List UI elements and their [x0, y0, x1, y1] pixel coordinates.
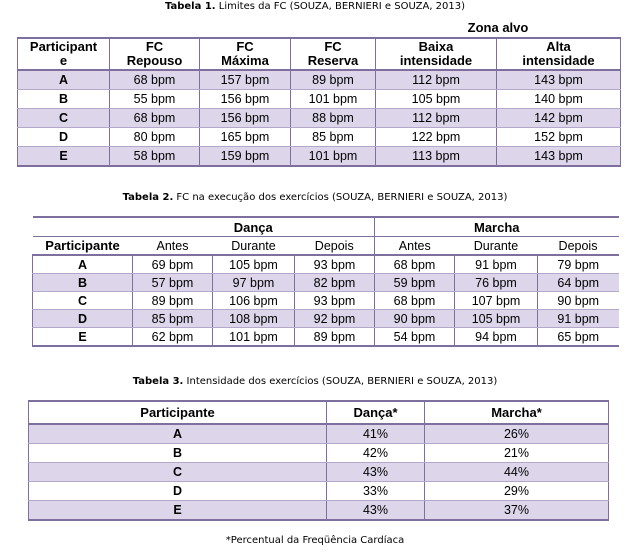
- table1-value-cell: 101 bpm: [291, 147, 376, 167]
- table2-value-cell: 59 bpm: [375, 274, 455, 292]
- table2-value-cell: 89 bpm: [295, 328, 375, 347]
- table3-col-danca: Dança*: [327, 401, 425, 424]
- table2-value-cell: 107 bpm: [455, 292, 538, 310]
- table3-row: [29, 444, 609, 463]
- table2-value-cell: 92 bpm: [295, 310, 375, 328]
- table2-value-cell: 90 bpm: [538, 292, 619, 310]
- table1-caption: [0, 1, 630, 12]
- table1-value-cell: 58 bpm: [110, 147, 200, 167]
- table2-value-cell: 97 bpm: [213, 274, 295, 292]
- table2-value-cell: 91 bpm: [538, 310, 619, 328]
- table1-value-cell: 156 bpm: [200, 109, 291, 128]
- table3-participant-cell: E: [29, 501, 327, 521]
- table2-value-cell: 64 bpm: [538, 274, 619, 292]
- table1-col-fc-reserva: FC Reserva: [291, 38, 376, 70]
- table2-value-cell: 90 bpm: [375, 310, 455, 328]
- table2-col-danca-durante: Durante: [213, 237, 295, 256]
- footnote: *Percentual da Freqüência Cardíaca: [225, 535, 405, 546]
- table1-value-cell: 157 bpm: [200, 70, 291, 90]
- table3-value-cell: 26%: [425, 424, 609, 444]
- table3-caption-text: Intensidade dos exercícios (SOUZA, BERNIERI e SOUZA, 2013): [183, 376, 498, 387]
- table3-row: [29, 482, 609, 501]
- table3-caption-label: Tabela 3.: [132, 376, 184, 387]
- table1-row: [18, 70, 621, 90]
- table1-row: [18, 147, 621, 167]
- table2-value-cell: 108 bpm: [213, 310, 295, 328]
- table3-header-row: [29, 401, 609, 424]
- table2-row: [33, 328, 619, 347]
- table3-value-cell: 21%: [425, 444, 609, 463]
- table2-caption-text: FC na execução dos exercícios (SOUZA, BERNIERI e SOUZA, 2013): [173, 192, 508, 203]
- table1-value-cell: 113 bpm: [376, 147, 497, 167]
- table3-value-cell: 41%: [327, 424, 425, 444]
- table2-value-cell: 65 bpm: [538, 328, 619, 347]
- table2: [32, 216, 619, 347]
- table2-value-cell: 54 bpm: [375, 328, 455, 347]
- table1-participant-cell: C: [18, 109, 110, 128]
- table2-row: [33, 310, 619, 328]
- table1-value-cell: 142 bpm: [497, 109, 621, 128]
- table1-value-cell: 88 bpm: [291, 109, 376, 128]
- table2-value-cell: 69 bpm: [133, 255, 213, 274]
- table1-value-cell: 80 bpm: [110, 128, 200, 147]
- table3-col-marcha: Marcha*: [425, 401, 609, 424]
- table2-value-cell: 91 bpm: [455, 255, 538, 274]
- table1-value-cell: 122 bpm: [376, 128, 497, 147]
- table1-value-cell: 140 bpm: [497, 90, 621, 109]
- table2-group-marcha: Marcha: [375, 217, 619, 237]
- table1-value-cell: 159 bpm: [200, 147, 291, 167]
- table2-participant-cell: A: [33, 255, 133, 274]
- table1-value-cell: 89 bpm: [291, 70, 376, 90]
- table1-zone-header: Zona alvo: [467, 20, 529, 35]
- table1-caption-label: Tabela 1.: [164, 1, 216, 12]
- table3-participant-cell: D: [29, 482, 327, 501]
- table1-col-baixa: Baixa intensidade: [376, 38, 497, 70]
- table2-col-danca-depois: Depois: [295, 237, 375, 256]
- table3-value-cell: 29%: [425, 482, 609, 501]
- table1-row: [18, 128, 621, 147]
- table3-value-cell: 43%: [327, 501, 425, 521]
- table1: [17, 18, 621, 167]
- table2-participant-cell: B: [33, 274, 133, 292]
- table2-value-cell: 105 bpm: [213, 255, 295, 274]
- table1-col-alta: Alta intensidade: [497, 38, 621, 70]
- table3-participant-cell: C: [29, 463, 327, 482]
- table1-row: [18, 109, 621, 128]
- table3-value-cell: 37%: [425, 501, 609, 521]
- table1-col-fc-repouso: FC Repouso: [110, 38, 200, 70]
- table2-caption: [0, 192, 630, 203]
- table3-participant-cell: B: [29, 444, 327, 463]
- table1-caption-text: Limites da FC (SOUZA, BERNIERI e SOUZA, 2013): [215, 1, 466, 12]
- table3-value-cell: 44%: [425, 463, 609, 482]
- table2-col-participante: Participante: [33, 237, 133, 256]
- table1-value-cell: 143 bpm: [497, 70, 621, 90]
- table2-value-cell: 105 bpm: [455, 310, 538, 328]
- table2-participant-cell: C: [33, 292, 133, 310]
- table2-value-cell: 57 bpm: [133, 274, 213, 292]
- table3-caption: [0, 376, 630, 387]
- table1-value-cell: 55 bpm: [110, 90, 200, 109]
- table2-value-cell: 106 bpm: [213, 292, 295, 310]
- table1-col-fc-maxima: FC Máxima: [200, 38, 291, 70]
- table1-value-cell: 112 bpm: [376, 70, 497, 90]
- table1-value-cell: 105 bpm: [376, 90, 497, 109]
- table2-value-cell: 94 bpm: [455, 328, 538, 347]
- table2-header-row: [33, 237, 619, 256]
- table2-participant-cell: E: [33, 328, 133, 347]
- table1-value-cell: 101 bpm: [291, 90, 376, 109]
- table3-row: [29, 501, 609, 521]
- table2-value-cell: 68 bpm: [375, 255, 455, 274]
- table2-col-danca-antes: Antes: [133, 237, 213, 256]
- table2-value-cell: 82 bpm: [295, 274, 375, 292]
- table2-row: [33, 274, 619, 292]
- table1-value-cell: 156 bpm: [200, 90, 291, 109]
- table2-caption-label: Tabela 2.: [122, 192, 174, 203]
- table1-zone-row: [18, 18, 621, 38]
- table1-value-cell: 85 bpm: [291, 128, 376, 147]
- table3-value-cell: 33%: [327, 482, 425, 501]
- table2-col-marcha-durante: Durante: [455, 237, 538, 256]
- table3-row: [29, 424, 609, 444]
- table2-participant-cell: D: [33, 310, 133, 328]
- table2-row: [33, 255, 619, 274]
- table2-value-cell: 79 bpm: [538, 255, 619, 274]
- table2-col-marcha-antes: Antes: [375, 237, 455, 256]
- table1-value-cell: 112 bpm: [376, 109, 497, 128]
- table3-value-cell: 42%: [327, 444, 425, 463]
- table1-value-cell: 68 bpm: [110, 109, 200, 128]
- table2-value-cell: 93 bpm: [295, 255, 375, 274]
- table2-value-cell: 101 bpm: [213, 328, 295, 347]
- table1-col-participante: Participant e: [18, 38, 110, 70]
- table3-participant-cell: A: [29, 424, 327, 444]
- table3-col-participante: Participante: [29, 401, 327, 424]
- table1-value-cell: 165 bpm: [200, 128, 291, 147]
- table1-participant-cell: B: [18, 90, 110, 109]
- table1-participant-cell: E: [18, 147, 110, 167]
- table1-participant-cell: D: [18, 128, 110, 147]
- table3-row: [29, 463, 609, 482]
- table2-value-cell: 62 bpm: [133, 328, 213, 347]
- table2-group-row: [33, 217, 619, 237]
- table1-participant-cell: A: [18, 70, 110, 90]
- table2-value-cell: 93 bpm: [295, 292, 375, 310]
- table3: [28, 400, 609, 521]
- table2-value-cell: 68 bpm: [375, 292, 455, 310]
- table2-value-cell: 76 bpm: [455, 274, 538, 292]
- table1-value-cell: 152 bpm: [497, 128, 621, 147]
- table1-header-row: [18, 38, 621, 70]
- table1-value-cell: 143 bpm: [497, 147, 621, 167]
- table2-row: [33, 292, 619, 310]
- table2-value-cell: 85 bpm: [133, 310, 213, 328]
- table2-value-cell: 89 bpm: [133, 292, 213, 310]
- table1-row: [18, 90, 621, 109]
- table1-value-cell: 68 bpm: [110, 70, 200, 90]
- table2-group-danca: Dança: [133, 217, 375, 237]
- table2-col-marcha-depois: Depois: [538, 237, 619, 256]
- table3-value-cell: 43%: [327, 463, 425, 482]
